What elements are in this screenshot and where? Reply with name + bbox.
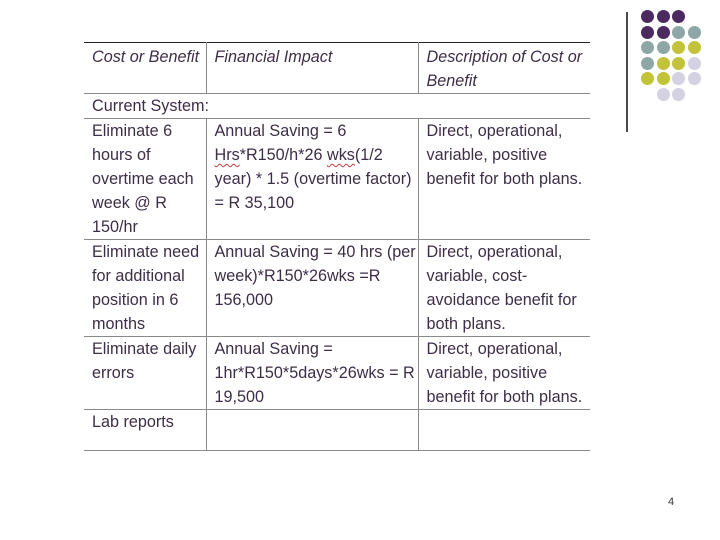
decorative-dot xyxy=(657,72,670,85)
table-row xyxy=(84,410,590,451)
decorative-dot xyxy=(657,26,670,39)
decorative-dot xyxy=(672,72,685,85)
decorative-dot xyxy=(688,57,701,70)
decorative-dot xyxy=(672,10,685,23)
section-row xyxy=(84,94,590,119)
row-impact: Annual Saving = 1hr*R150*5days*26wks = R 19,500 xyxy=(206,337,418,410)
row-item: Eliminate need for additional position in 6 months xyxy=(84,240,206,337)
decorative-dot xyxy=(688,26,701,39)
cost-benefit-table-region xyxy=(84,42,594,462)
row-item: Lab reports xyxy=(84,410,206,451)
decorative-dot xyxy=(672,26,685,39)
section-label: Current System: xyxy=(84,94,590,119)
decorative-dot xyxy=(657,88,670,101)
decorative-dot xyxy=(657,10,670,23)
row-description xyxy=(418,410,590,451)
page-number: 4 xyxy=(668,496,675,508)
decorative-dot xyxy=(688,41,701,54)
row-item: Eliminate daily errors xyxy=(84,337,206,410)
row-description: Direct, operational, variable, cost-avoidance benefit for both plans. xyxy=(418,240,590,337)
decorative-dot xyxy=(641,10,654,23)
header-description: Description of Cost or Benefit xyxy=(418,43,590,94)
vertical-divider xyxy=(626,12,628,132)
row-impact: Annual Saving = 6 Hrs*R150/h*26 wks(1/2 year) * 1.5 (overtime factor) = R 35,100 xyxy=(206,119,418,240)
cost-benefit-table xyxy=(84,42,590,451)
decorative-dot xyxy=(641,41,654,54)
table-row xyxy=(84,240,590,337)
decorative-dot xyxy=(641,72,654,85)
row-description: Direct, operational, variable, positive benefit for both plans. xyxy=(418,337,590,410)
row-impact: Annual Saving = 40 hrs (per week)*R150*26wks =R 156,000 xyxy=(206,240,418,337)
header-cost-or-benefit: Cost or Benefit xyxy=(84,43,206,94)
decorative-dot xyxy=(641,26,654,39)
decorative-dot xyxy=(641,57,654,70)
row-impact xyxy=(206,410,418,451)
decorative-dot xyxy=(657,41,670,54)
header-financial-impact: Financial Impact xyxy=(206,43,418,94)
row-description: Direct, operational, variable, positive benefit for both plans. xyxy=(418,119,590,240)
decorative-dot xyxy=(672,57,685,70)
table-row xyxy=(84,337,590,410)
table-row xyxy=(84,119,590,240)
decorative-dot xyxy=(672,88,685,101)
decorative-dot xyxy=(688,72,701,85)
row-item: Eliminate 6 hours of overtime each week @ R 150/hr xyxy=(84,119,206,240)
decorative-dot xyxy=(672,41,685,54)
table-header-row xyxy=(84,43,590,94)
decorative-dot xyxy=(657,57,670,70)
